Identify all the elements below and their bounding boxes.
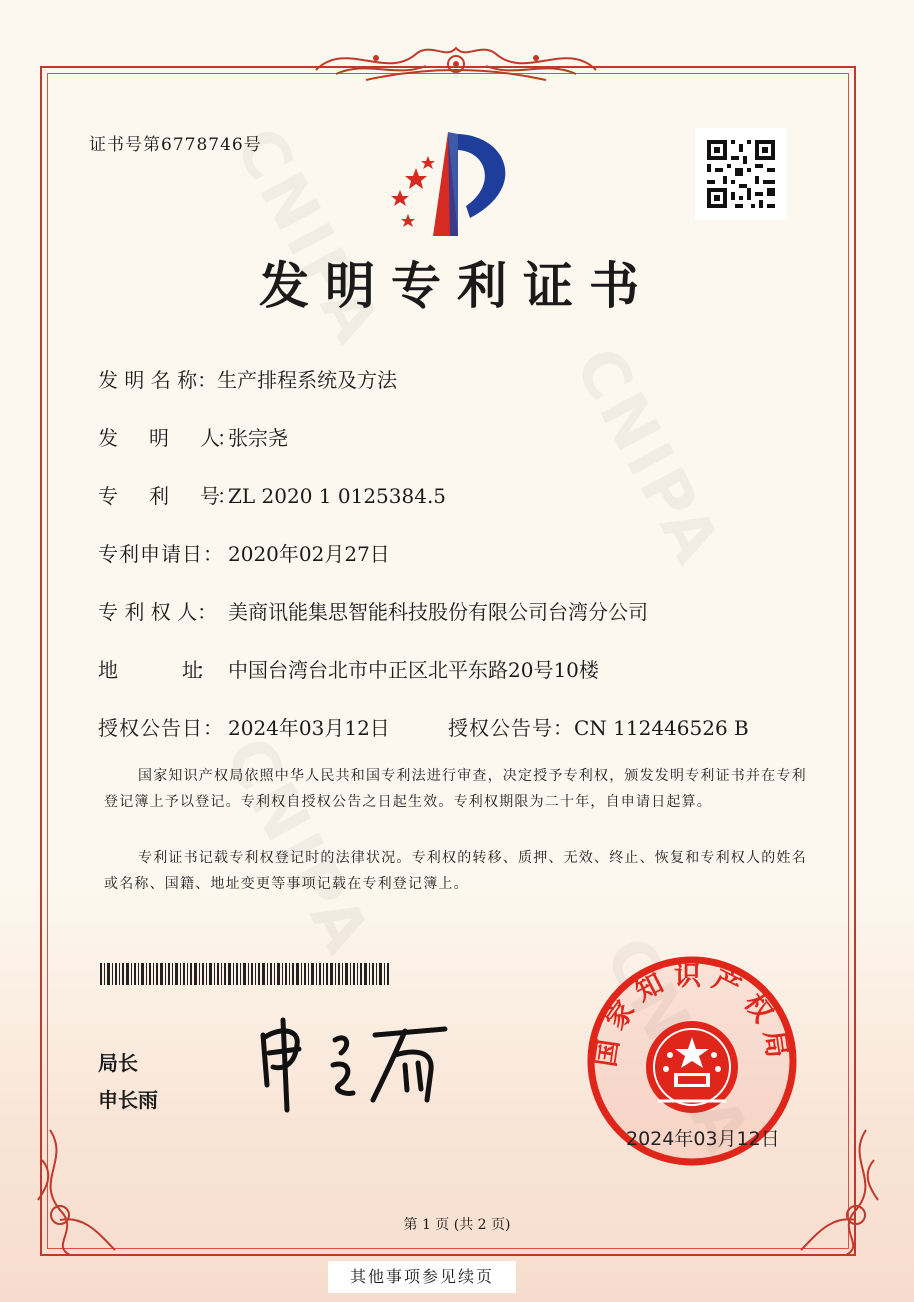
signatory-name: 申长雨	[98, 1088, 158, 1112]
field-value: CN 112446526 B	[574, 716, 749, 740]
page-number: 第 1 页 (共 2 页)	[403, 1217, 511, 1233]
bottom-right-ornament	[796, 1120, 886, 1260]
filing-date-row	[98, 538, 390, 567]
top-ornament	[306, 40, 606, 86]
field-label: 发 明 名 称：	[98, 368, 218, 392]
field-label: 专 利 权 人：	[98, 600, 218, 624]
bottom-left-ornament	[30, 1120, 120, 1260]
field-value: 2020年02月27日	[228, 542, 390, 566]
certificate-number: 证书号第6778746号	[89, 135, 262, 155]
field-value: 张宗尧	[228, 426, 288, 450]
field-label: 授权公告日：	[98, 716, 224, 740]
address-row	[98, 654, 599, 683]
field-label: 专利申请日：	[98, 542, 224, 566]
field-value: 2024年03月12日	[228, 716, 390, 740]
patent-number-row	[98, 480, 446, 509]
handwritten-signature	[255, 1015, 465, 1115]
seal-text: 国家知识产权局	[590, 960, 794, 1069]
field-value: ZL 2020 1 0125384.5	[228, 484, 447, 508]
seal-date: 2024年03月12日	[626, 1128, 780, 1150]
patentee-row	[98, 596, 648, 625]
field-label: 发 明 人：	[98, 426, 234, 450]
qr-code	[695, 128, 787, 220]
statement-paragraph-1: 国家知识产权局依照中华人民共和国专利法进行审查，决定授予专利权，颁发发明专利证书并在专利登记簿上予以登记。专利权自授权公告之日起生效。专利权期限为二十年，自申请日起算。	[104, 768, 807, 810]
field-label: 专 利 号：	[98, 484, 234, 508]
certificate-title: 发明专利证书	[259, 257, 655, 315]
statement-paragraph-2: 专利证书记载专利权登记时的法律状况。专利权的转移、质押、无效、终止、恢复和专利权人的姓名或名称、国籍、地址变更等事项记载在专利登记簿上。	[104, 850, 807, 892]
inventor-row	[98, 422, 288, 451]
field-label: 授权公告号：	[448, 716, 574, 740]
field-value: 美商讯能集思智能科技股份有限公司台湾分公司	[228, 600, 648, 624]
invention-name-row	[98, 364, 397, 393]
signatory-title: 局长	[98, 1051, 138, 1075]
field-value: 中国台湾台北市中正区北平东路20号10楼	[228, 658, 599, 682]
grant-number-row	[448, 712, 749, 741]
continue-note: 其他事项参见续页	[328, 1261, 516, 1293]
field-label: 地 址：	[98, 658, 210, 682]
grant-date-row	[98, 712, 390, 741]
field-value: 生产排程系统及方法	[217, 368, 398, 392]
cnipa-logo-icon	[378, 128, 523, 240]
national-emblem-icon	[646, 1021, 738, 1113]
barcode	[100, 963, 390, 985]
